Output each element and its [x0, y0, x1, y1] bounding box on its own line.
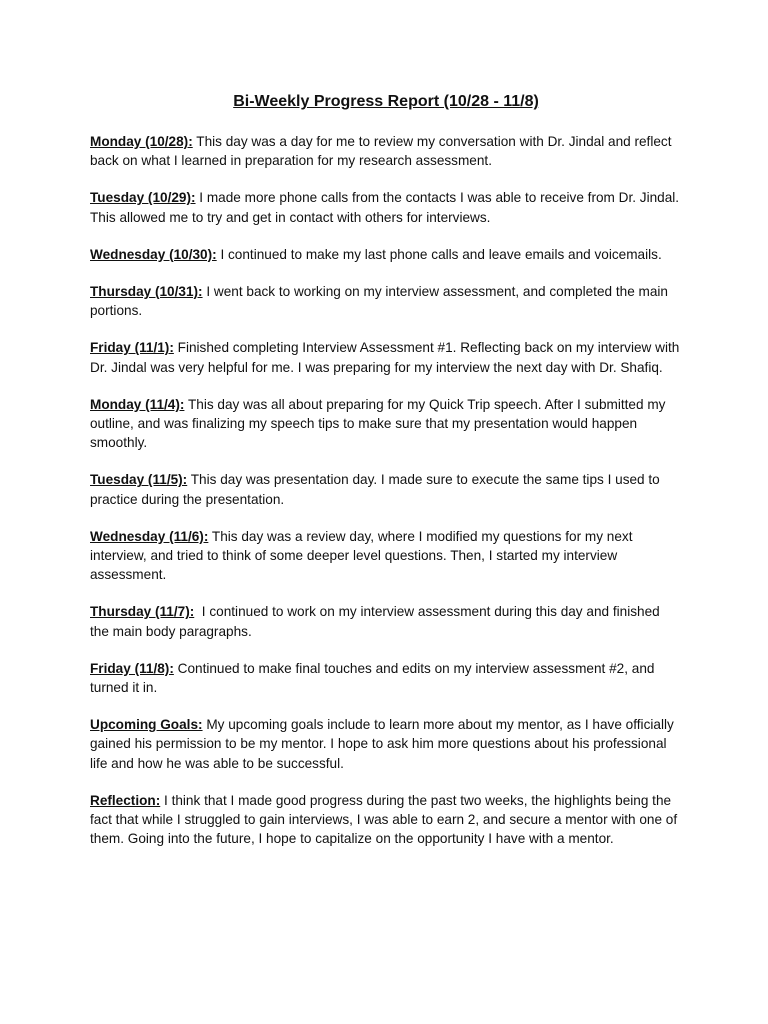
entry-monday-10-28 [90, 132, 682, 170]
entry-text: This day was a day for me to review my conversation with Dr. Jindal and reflect back on what I learned in preparation for my research assessment. [90, 134, 672, 169]
entry-text: I continued to make my last phone calls and leave emails and voicemails. [216, 246, 662, 262]
entry-label: Monday (10/28): [90, 134, 193, 149]
entry-label: Tuesday (10/29): [90, 190, 196, 206]
entry-label: Wednesday (10/30): [90, 246, 217, 262]
report-title: Bi-Weekly Progress Report (10/28 - 11/8) [233, 93, 539, 110]
entry-text: I think that I made good progress during the past two weeks, the highlights being the fact that while I struggled to gain interviews, I was able to earn 2, and secure a mentor with one of them. Going into the future, I hope to capitalize on the opportunity I have with a mentor. [90, 792, 678, 847]
entry-label: Monday (11/4): [90, 396, 185, 412]
entry-wednesday-11-6 [90, 527, 682, 585]
entry-thursday-10-31 [90, 282, 682, 320]
entry-text: This day was all about preparing for my Quick Trip speech. After I submitted my outline, and was finalizing my speech tips to make sure that my presentation would happen smoothly. [90, 396, 666, 451]
entry-label: Wednesday (11/6): [90, 528, 209, 544]
entry-text: Continued to make final touches and edits on my interview assessment #2, and turned it in. [90, 660, 655, 696]
entry-text: Finished completing Interview Assessment #1. Reflecting back on my interview with Dr. Jindal was very helpful for me. I was preparing for my interview the next day with Dr. Shafiq. [90, 340, 680, 375]
entry-friday-11-1 [90, 338, 682, 376]
entry-friday-11-8 [90, 659, 682, 697]
entry-label: Thursday (10/31): [90, 284, 203, 300]
entry-text: My upcoming goals include to learn more about my mentor, as I have officially gained his permission to be my mentor. I hope to ask him more questions about his professional life and how he was able to be successful. [90, 717, 674, 771]
entry-thursday-11-7 [90, 602, 682, 640]
entry-wednesday-10-30 [90, 245, 682, 264]
entry-label: Reflection: [90, 792, 161, 808]
entry-text: This day was a review day, where I modified my questions for my next interview, and tried to think of some deeper level questions. Then, I started my interview assessment. [90, 528, 633, 583]
entry-label: Thursday (11/7): [90, 604, 195, 620]
entry-label: Tuesday (11/5): [90, 472, 188, 488]
entry-reflection [90, 791, 682, 849]
entry-tuesday-11-5 [90, 470, 682, 508]
entry-upcoming-goals [90, 715, 682, 773]
entry-tuesday-10-29 [90, 188, 682, 226]
entry-label: Friday (11/1): [90, 340, 174, 356]
entry-monday-11-4 [90, 395, 682, 453]
entry-label: Upcoming Goals: [90, 717, 203, 733]
entry-text: I made more phone calls from the contacts I was able to receive from Dr. Jindal. This allowed me to try and get in contact with others for interviews. [90, 190, 680, 225]
entry-label: Friday (11/8): [90, 660, 174, 676]
entry-text: I went back to working on my interview assessment, and completed the main portions. [90, 284, 668, 319]
entry-text: This day was presentation day. I made sure to execute the same tips I used to practice during the presentation. [90, 472, 660, 507]
entry-text: I continued to work on my interview assessment during this day and finished the main body paragraphs. [90, 604, 664, 639]
